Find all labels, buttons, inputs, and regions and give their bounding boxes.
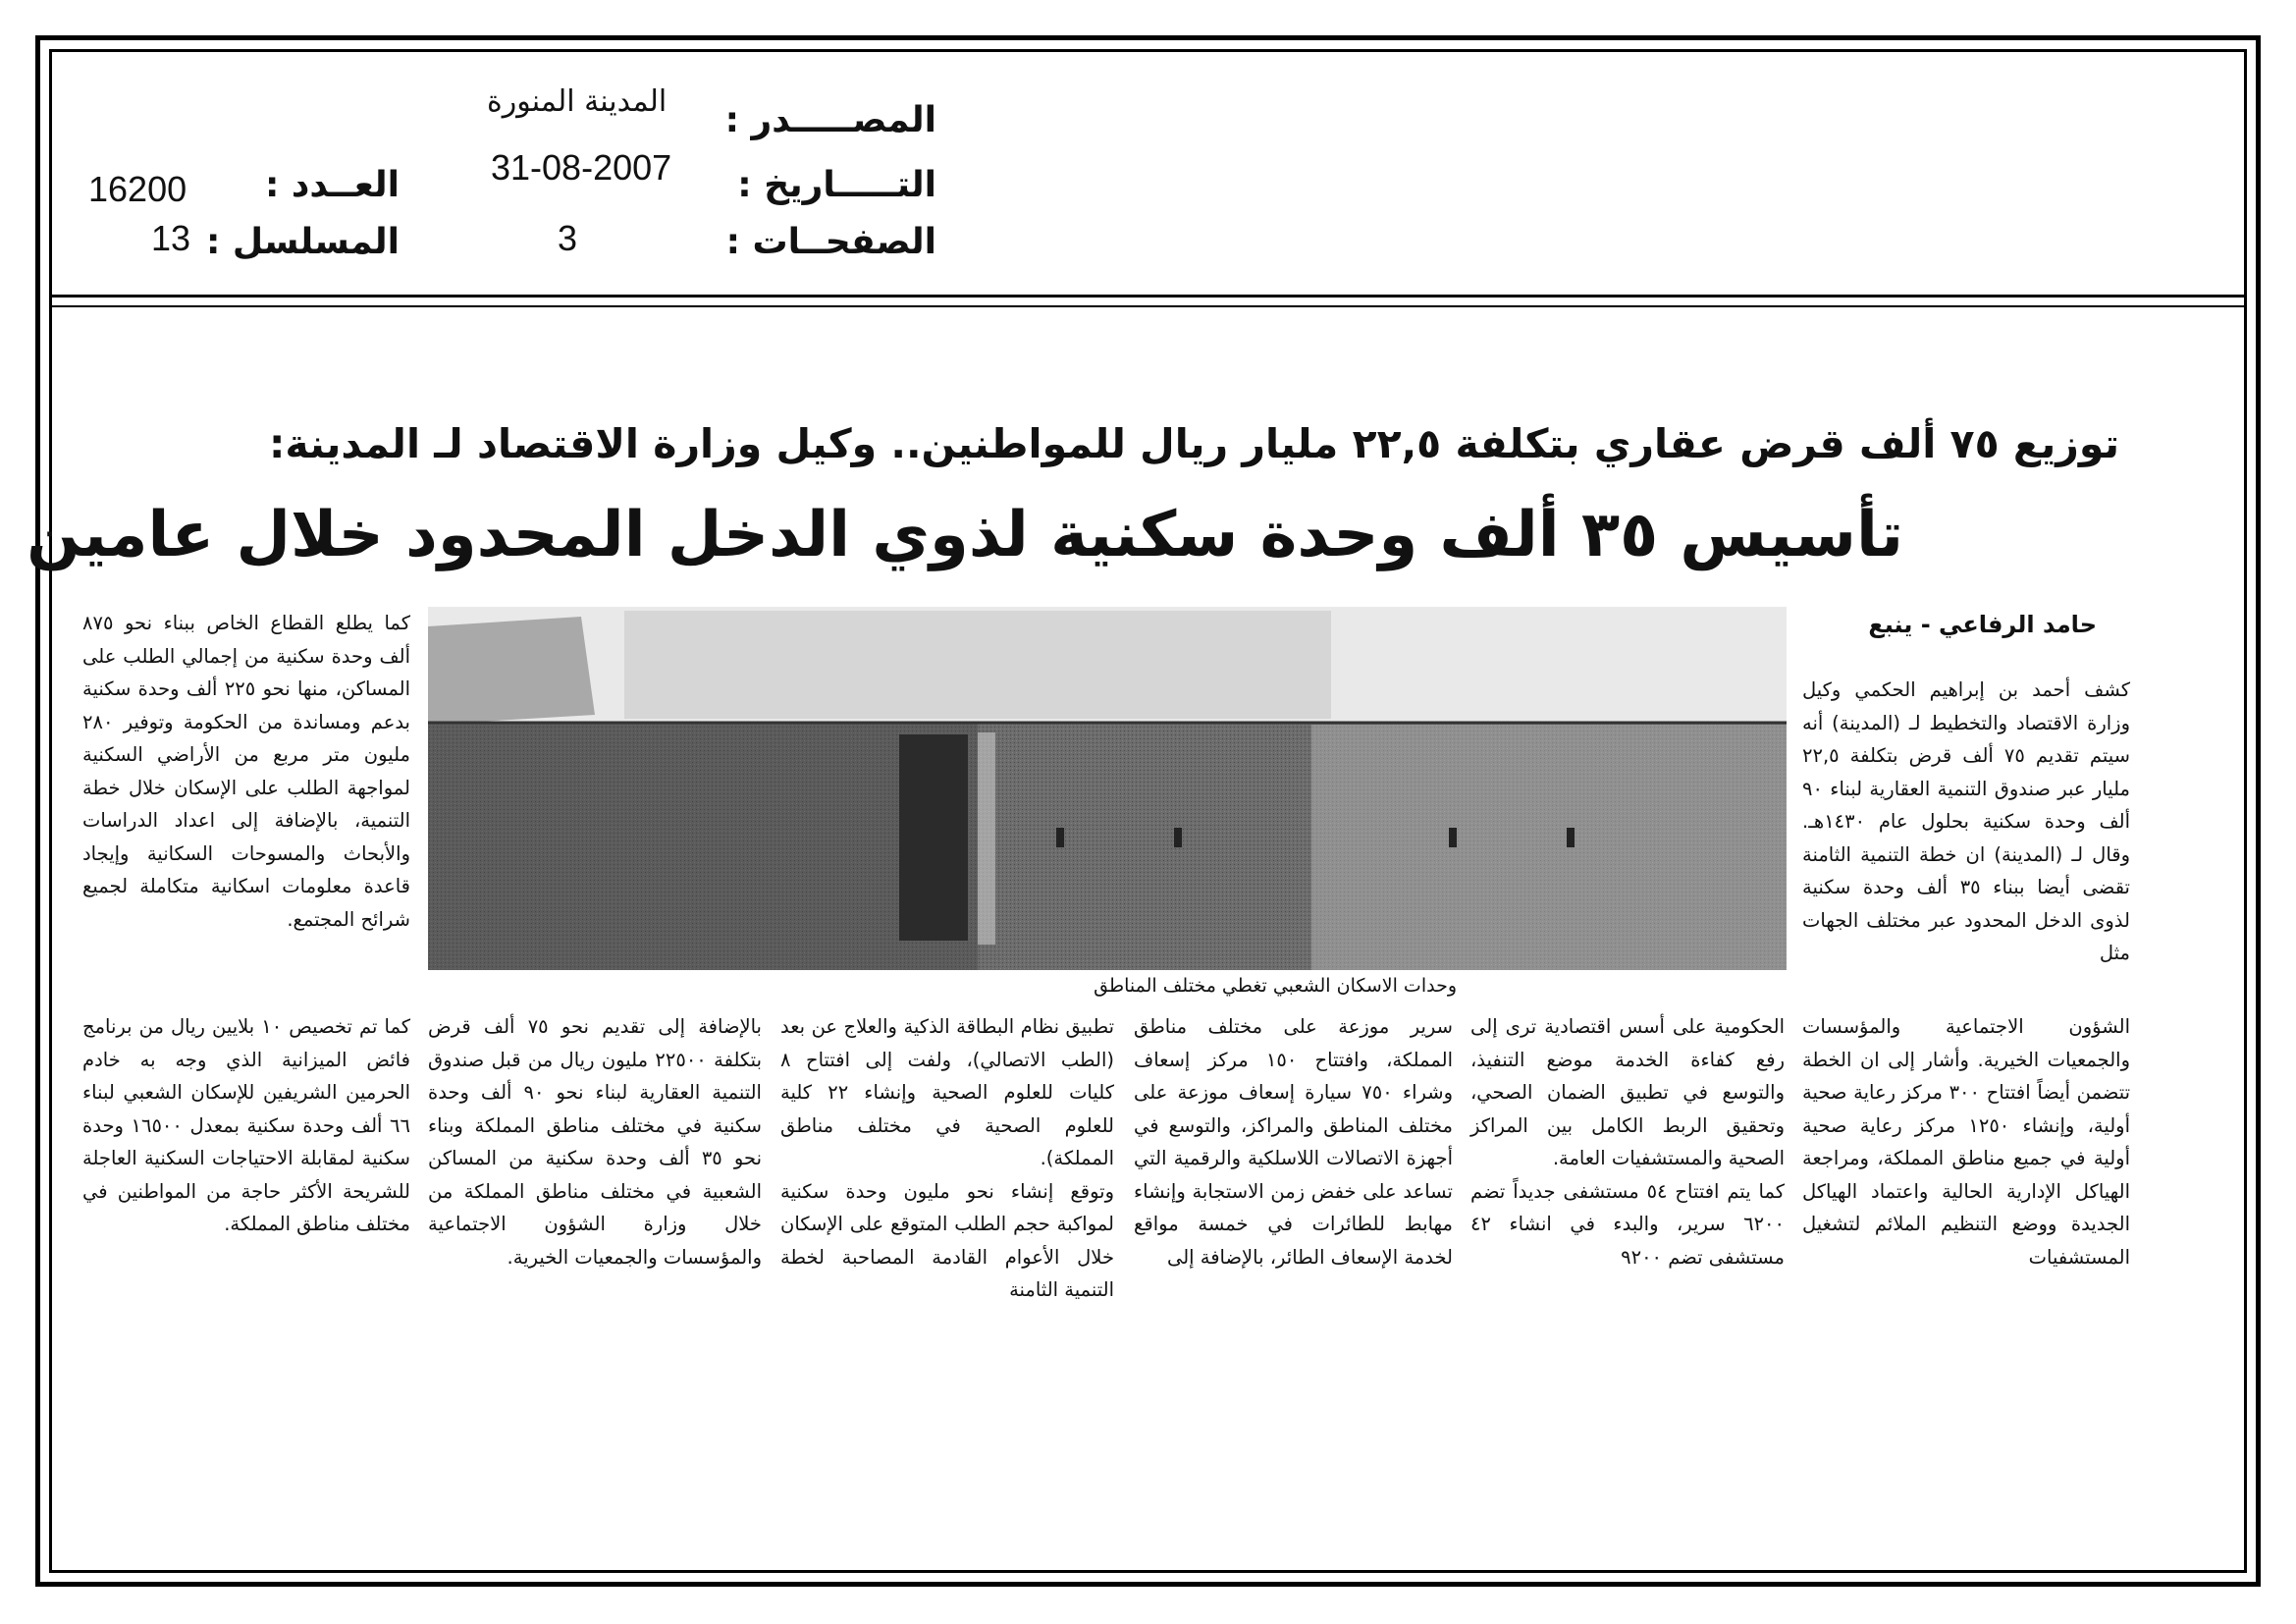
pages-value: 3 — [558, 218, 578, 258]
date-value: 31-08-2007 — [491, 147, 672, 188]
article-column-1-top — [1802, 674, 2130, 970]
issue-label: العــدد : — [265, 165, 400, 205]
article-byline: حامد الرفاعي - ينبع — [1868, 611, 2097, 638]
article-column-3 — [1134, 1010, 1453, 1273]
article-column-5 — [428, 1010, 762, 1273]
source-label: المصـــــدر : — [724, 100, 936, 140]
serial-value: 13 — [151, 218, 191, 258]
article-column-1-bottom — [1802, 1010, 2130, 1273]
article-paragraph: كما يطلع القطاع الخاص ببناء نحو ٨٧٥ ألف وحدة سكنية من إجمالي الطلب على المساكن، منها نحو ٢٢٥ ألف وحدة سكنية بدعم ومساندة من الحكومة وتوفير ٢٨٠ مليون متر مربع من الأراضي السكنية لمواجهة الطلب على الإسكان خلال خطة التنمية، بالإضافة إلى اعداد الدراسات والأبحاث والمسوحات السكانية وإيجاد قاعدة معلومات اسكانية متكاملة لجميع شرائح المجتمع. — [82, 612, 410, 931]
article-paragraph: كما يتم افتتاح ٥٤ مستشفى جديداً تضم ٦٢٠٠ سرير، والبدء في انشاء ٤٢ مستشفى تضم ٩٢٠٠ — [1470, 1179, 1785, 1269]
article-headline: تأسيس ٣٥ ألف وحدة سكنية لذوي الدخل المحدود خلال عامين — [27, 499, 1903, 571]
date-label: التـــــاريخ : — [737, 165, 936, 205]
article-column-2 — [1470, 1010, 1785, 1273]
article-paragraph: الشؤون الاجتماعية والمؤسسات والجمعيات الخيرية. وأشار إلى ان الخطة تتضمن أيضاً افتتاح ٣٠٠ مركز رعاية صحية أولية، وإنشاء ١٢٥٠ مركز رعاية صحية أولية في جميع مناطق المملكة، ومراجعة الهياكل الإدارية الحالية واعتماد الهياكل الجديدة ووضع التنظيم الملائم لتشغيل المستشفيات — [1802, 1015, 2131, 1269]
photo-caption: وحدات الاسكان الشعبي تغطي مختلف المناطق — [1094, 975, 1457, 997]
article-paragraph: الحكومية على أسس اقتصادية ترى إلى رفع كفاءة الخدمة موضع التنفيذ، والتوسع في تطبيق الضمان الصحي، وتحقيق الربط الكامل بين المراكز الصحية والمستشفيات العامة. — [1470, 1015, 1785, 1169]
issue-value: 16200 — [88, 169, 187, 209]
article-kicker: توزيع ٧٥ ألف قرض عقاري بتكلفة ٢٢,٥ مليار ريال للمواطنين.. وكيل وزارة الاقتصاد لـ المدينة: — [269, 420, 2119, 467]
article-paragraph: تطبيق نظام البطاقة الذكية والعلاج عن بعد (الطب الاتصالي)، ولفت إلى افتتاح ٨ كليات للعلوم الصحية وإنشاء ٢٢ كلية للعلوم الصحية في مختلف مناطق المملكة). — [780, 1015, 1114, 1169]
article-photo — [428, 607, 1787, 970]
source-value: المدينة المنورة — [487, 84, 667, 119]
article-column-4 — [780, 1010, 1114, 1307]
article-paragraph: بالإضافة إلى تقديم نحو ٧٥ ألف قرض بتكلفة ٢٢٥٠٠ مليون ريال من قبل صندوق التنمية العقارية لبناء نحو ٩٠ ألف وحدة سكنية في مختلف مناطق المملكة وبناء نحو ٣٥ ألف وحدة سكنية من المساكن الشعبية في مختلف مناطق المملكة من خلال وزارة الشؤون الاجتماعية والمؤسسات والجمعيات الخيرية. — [428, 1015, 762, 1269]
pages-label: الصفحــات : — [725, 222, 936, 262]
header-divider-secondary — [49, 305, 2247, 307]
article-paragraph: كشف أحمد بن إبراهيم الحكمي وكيل وزارة الاقتصاد والتخطيط لـ (المدينة) أنه سيتم تقديم ٧٥ ألف قرض بتكلفة ٢٢,٥ مليار عبر صندوق التنمية العقارية لبناء ٩٠ ألف وحدة سكنية بحلول عام ١٤٣٠هـ. وقال لـ (المدينة) ان خطة التنمية الثامنة تقضى أيضا ببناء ٣٥ ألف وحدة سكنية لذوى الدخل المحدود عبر مختلف الجهات مثل — [1802, 678, 2130, 964]
housing-units-photo-illustration — [428, 607, 1787, 970]
article-paragraph: كما تم تخصيص ١٠ بلايين ريال من برنامج فائض الميزانية الذي وجه به خادم الحرمين الشريفين للإسكان الشعبي لبناء ٦٦ ألف وحدة سكنية بمعدل ١٦٥٠٠ وحدة سكنية لمقابلة الاحتياجات السكنية العاجلة للشريحة الأكثر حاجة من المواطنين في مختلف مناطق المملكة. — [82, 1015, 411, 1235]
header-divider — [49, 295, 2247, 298]
article-column-6-bottom — [82, 1010, 410, 1241]
article-column-6-top — [82, 607, 410, 936]
article-paragraph: وتوقع إنشاء نحو مليون وحدة سكنية لمواكبة حجم الطلب المتوقع على الإسكان خلال الأعوام القادمة المصاحبة لخطة التنمية الثامنة — [780, 1179, 1114, 1301]
article-paragraph: سرير موزعة على مختلف مناطق المملكة، وافتتاح ١٥٠ مركز إسعاف وشراء ٧٥٠ سيارة إسعاف موزعة على مختلف المناطق والمراكز، والتوسع في أجهزة الاتصالات اللاسلكية والرقمية التي تساعد على خفض زمن الاستجابة وإنشاء مهابط للطائرات في خمسة مواقع لخدمة الإسعاف الطائر، بالإضافة إلى — [1134, 1015, 1454, 1269]
serial-label: المسلسل : — [205, 222, 400, 262]
